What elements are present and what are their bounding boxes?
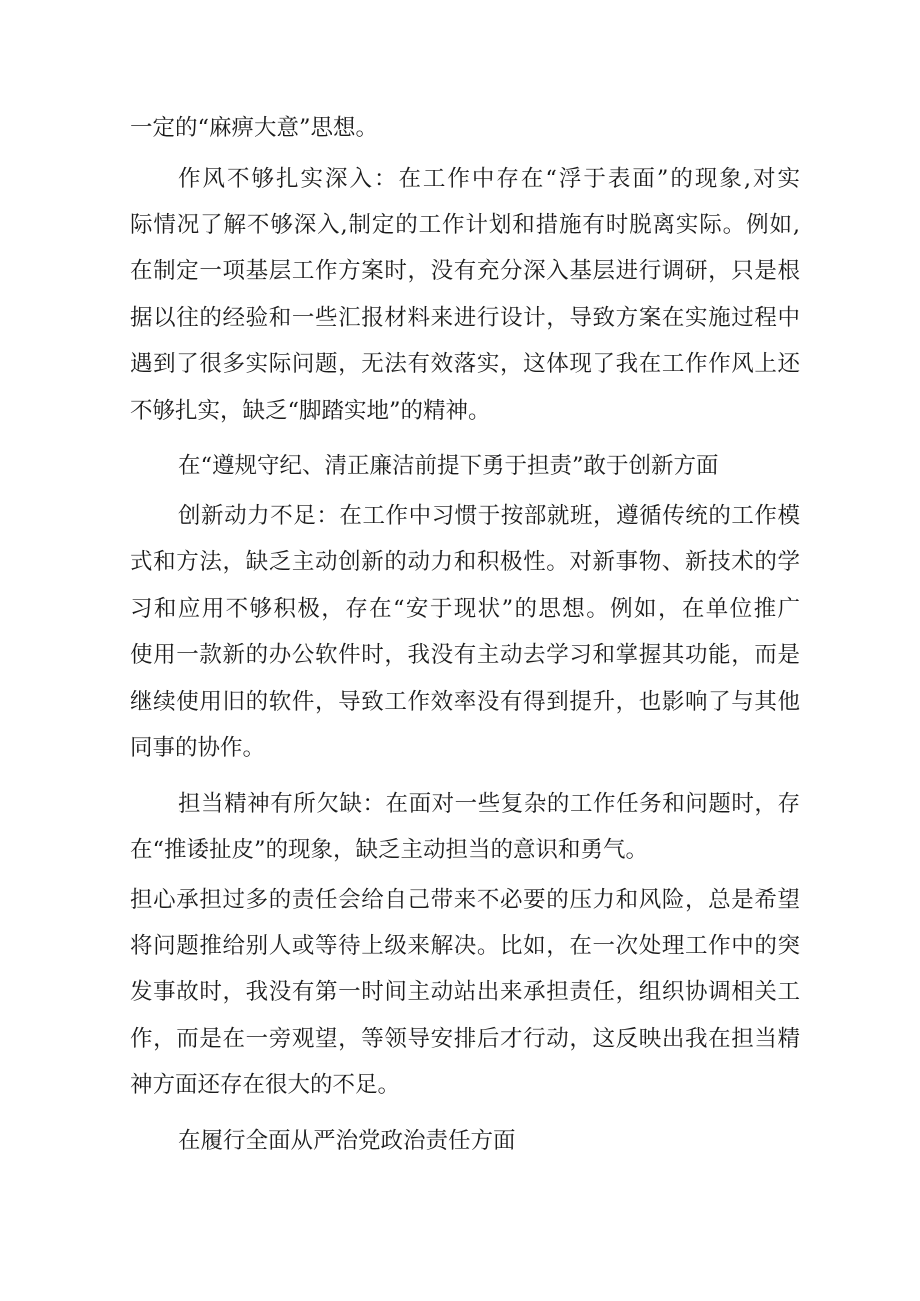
text-line: 在“推诿扯皮”的现象，缺乏主动担当的意识和勇气。 [130, 837, 649, 863]
text-line: 使用一款新的办公软件时，我没有主动去学习和掌握其功能，而是 [130, 642, 800, 668]
paragraph-line: 创新动力不足：在工作中习惯于按部就班，遵循传统的工作模 [178, 503, 800, 529]
paragraph-line: 作风不够扎实深入：在工作中存在“浮于表面”的现象,对实 [178, 166, 800, 192]
text-line: 一定的“麻痹大意”思想。 [130, 115, 379, 141]
section-heading: 在履行全面从严治党政治责任方面 [178, 1128, 516, 1154]
text-line: 发事故时，我没有第一时间主动站出来承担责任，组织协调相关工 [130, 979, 800, 1005]
text-line: 在制定一项基层工作方案时，没有充分深入基层进行调研，只是根 [130, 258, 800, 284]
text-line: 据以往的经验和一些汇报材料来进行设计，导致方案在实施过程中 [130, 305, 800, 331]
text-line: 担心承担过多的责任会给自己带来不必要的压力和风险，总是希望 [130, 887, 800, 913]
text-line: 继续使用旧的软件，导致工作效率没有得到提升，也影响了与其他 [130, 689, 800, 715]
text-line: 遇到了很多实际问题，无法有效落实，这体现了我在工作作风上还 [130, 351, 800, 377]
paragraph-line: 担当精神有所欠缺：在面对一些复杂的工作任务和问题时，存 [178, 791, 800, 817]
text-line: 式和方法，缺乏主动创新的动力和积极性。对新事物、新技术的学 [130, 549, 800, 575]
text-line: 神方面还存在很大的不足。 [130, 1072, 401, 1098]
section-heading: 在“遵规守纪、清正廉洁前提下勇于担责”敢于创新方面 [178, 453, 719, 479]
text-line: 不够扎实，缺乏“脚踏实地”的精神。 [130, 398, 491, 424]
text-line: 习和应用不够积极，存在“安于现状”的思想。例如，在单位推广 [130, 596, 800, 622]
text-line: 将问题推给别人或等待上级来解决。比如，在一次处理工作中的突 [130, 933, 800, 959]
text-line: 同事的协作。 [130, 735, 266, 761]
text-line: 际情况了解不够深入,制定的工作计划和措施有时脱离实际。例如, [130, 212, 800, 238]
text-line: 作，而是在一旁观望，等领导安排后才行动，这反映出我在担当精 [130, 1026, 800, 1052]
